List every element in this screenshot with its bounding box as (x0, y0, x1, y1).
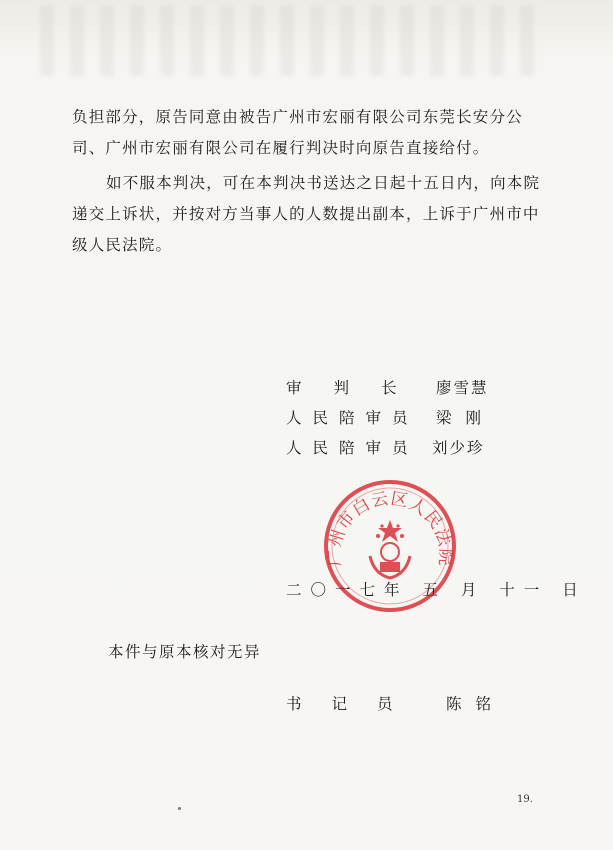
signature-juror-1 (286, 406, 526, 432)
signature-name: 廖雪慧 (436, 379, 489, 397)
seal-text: 广州市白云区人民法院 (324, 488, 456, 568)
signature-presiding-judge (286, 376, 526, 402)
paragraph-payment (72, 102, 542, 164)
text-line: 级人民法院。 (72, 236, 173, 254)
signature-name: 陈铭 (446, 695, 506, 713)
signature-role: 书记员 (286, 695, 423, 713)
show-through-text (40, 6, 540, 76)
paper-speck (178, 807, 181, 810)
text-line: 司、广州市宏丽有限公司在履行判决时向原告直接给付。 (72, 139, 490, 157)
verification-note: 本件与原本核对无异 (108, 643, 262, 661)
national-emblem-icon (370, 520, 410, 578)
signature-juror-2 (286, 436, 526, 462)
signature-role: 人民陪审员 (286, 409, 419, 427)
text-line: 如不服本判决，可在本判决书送达之日起十五日内，向本院 (106, 174, 541, 192)
signature-role: 审判长 (286, 379, 429, 397)
signature-name: 刘少珍 (432, 439, 485, 457)
judgment-date: 二〇一七年 五 月 十一 日 (286, 581, 587, 599)
signature-role: 人民陪审员 (286, 439, 419, 457)
text-line: 负担部分，原告同意由被告广州市宏丽有限公司东莞长安分公 (72, 108, 523, 126)
paragraph-appeal (72, 168, 542, 261)
text-line: 递交上诉状，并按对方当事人的人数提出副本，上诉于广州市中 (72, 205, 540, 223)
signature-name: 梁刚 (436, 409, 496, 427)
page-number: 19. (517, 794, 533, 805)
